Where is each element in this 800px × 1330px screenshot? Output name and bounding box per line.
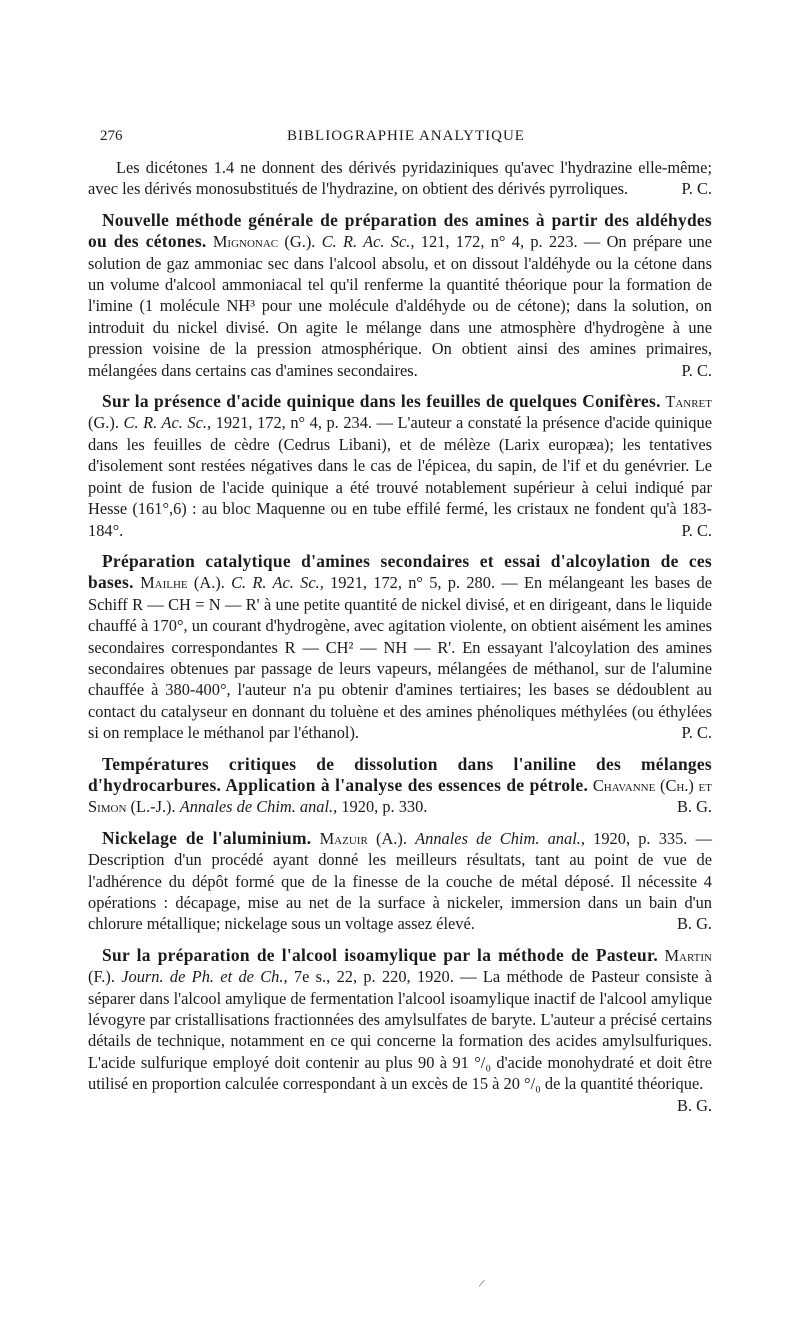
entry-title: Sur la présence d'acide quinique dans les feuilles de quelques Conifères. (102, 391, 661, 412)
abstract-entry (88, 210, 712, 381)
signature: P. C. (681, 360, 712, 380)
entry-reference: 121, 172, n° 4, p. 223. (420, 232, 578, 252)
entry-reference: 7e s., 22, p. 220, 1920. (293, 967, 454, 987)
entry-authors: Mailhe (A.). (140, 573, 225, 593)
signature: B. G. (676, 914, 712, 934)
signature: P. C. (681, 723, 712, 743)
abstract-entry (88, 391, 712, 541)
running-title: BIBLIOGRAPHIE ANALYTIQUE (287, 128, 525, 144)
page-content (88, 157, 712, 1126)
entry-reference: 1921, 172, n° 4, p. 234. (215, 413, 372, 433)
signature: B. G. (676, 1095, 712, 1115)
stray-mark: / (477, 1275, 486, 1291)
entry-reference: 1921, 172, n° 5, p. 280. (330, 573, 496, 593)
entry-title: Températures critiques de dissolution dans l'aniline des mélanges d'hydrocarbures. Application à l'analyse des essences de pétrole. (88, 753, 712, 795)
entry-title: Nouvelle méthode générale de préparation des amines à partir des aldéhydes ou des cétones. (88, 209, 712, 252)
entry-source: Annales de Chim. anal., (179, 797, 338, 817)
abstract-entry (88, 828, 712, 935)
entry-title: Sur la préparation de l'alcool isoamylique par la méthode de Pasteur. (102, 944, 659, 965)
page-header (100, 128, 712, 150)
entry-title: Préparation catalytique d'amines secondaires et essai d'alcoylation de ces bases. (88, 550, 712, 593)
entry-body: — L'auteur a constaté la présence d'acide quinique dans les feuilles de cèdre (Cedrus Libani), et de mélèze (Larix europæa); les tentatives d'isolement sont restées négatives dans le cas de l'épicea, du sapin, de l'if et du genévrier. Le point de fusion de l'acide quinique a été trouvé notablement supérieur à celui indiqué par Hesse (161°,6) : au bloc Maquenne ou en tube effilé fermé, les cristaux ne fondent qu'à 183-184°. (88, 413, 712, 540)
entry-source: C. R. Ac. Sc., (321, 232, 415, 252)
entry-title: Nickelage de l'aluminium. (102, 827, 312, 848)
entry-body: — La méthode de Pasteur consiste à séparer dans l'alcool amylique de fermentation l'alcool isoamylique inactif de l'alcool amylique lévogyre par cristallisations fractionnées des amylsulfates de baryte. L'auteur a précisé certains détails de technique, notamment en ce qui concerne la formation des acides amylsulfuriques. L'acide sulfurique employé doit contenir au plus 90 à 91 °/₀ d'acide monohydraté et doit être utilisé en proportion calculée correspondant à un excès de 15 à 20 °/₀ de la quantité théorique. (88, 967, 712, 1094)
abstract-entry (88, 945, 712, 1116)
entry-reference: 1920, p. 330. (341, 797, 428, 817)
signature: B. G. (676, 797, 712, 817)
abstract-entry (88, 551, 712, 744)
page-number: 276 (100, 128, 123, 144)
entry-authors: Mignonac (G.). (212, 232, 316, 252)
entry-body: — Description d'un procédé ayant donné les meilleurs résultats, tant au point de vue de l'adhérence du dépôt formé que de la finesse de la couche de métal déposé. Il nécessite 4 opérations : décapage, mise au net de la surface à nickeler, immersion dans un bain d'un chlorure métallique; nickelage sous un voltage assez élevé. (88, 828, 712, 934)
intro-paragraph (88, 157, 712, 200)
signature: P. C. (681, 179, 712, 199)
entry-authors: Mazuir (A.). (319, 828, 407, 848)
entry-body: — On prépare une solution de gaz ammoniac sec dans l'alcool absolu, et on dissout l'aldéhyde ou la cétone dans un volume d'alcool ammoniacal tel qu'il renferme la quantité théorique pour la formation de l'imine (1 molécule NH³ pour une molécule d'aldéhyde ou de cétone); dans la solution, on introduit du nickel divisé. On agite le mélange dans une atmosphère d'hydrogène à une pression voisine de la pression atmosphérique. On obtient ainsi des amines primaires, mélangées dans certains cas d'amines secondaires. (88, 232, 713, 380)
entry-authors: Martin (F.). (88, 945, 712, 987)
entry-source: Journ. de Ph. et de Ch., (121, 967, 288, 987)
entry-source: Annales de Chim. anal., (415, 828, 585, 848)
signature: P. C. (681, 520, 712, 540)
entry-reference: 1920, p. 335. (593, 828, 688, 848)
entry-authors: Chavanne (Ch.) et Simon (L.-J.). (88, 775, 712, 817)
entry-source: C. R. Ac. Sc., (231, 573, 324, 593)
entry-authors: Tanret (G.). (88, 392, 712, 433)
abstract-entry (88, 754, 712, 818)
intro-text: Les dicétones 1.4 ne donnent des dérivés pyridaziniques qu'avec l'hydrazine elle-même; avec les dérivés monosubstitués de l'hydrazine, on obtient des dérivés pyrroliques. (88, 158, 712, 199)
entry-source: C. R. Ac. Sc., (123, 413, 212, 433)
entry-body: — En mélangeant les bases de Schiff R — CH = N — R' à une petite quantité de nickel divisé, et en dirigeant, dans le liquide chauffé à 170°, un courant d'hydrogène, avec agitation violente, on obtient aisément les amines secondaires correspondantes R — CH² — NH — R'. En essayant l'alcoylation des amines secondaires obtenues par passage de leurs vapeurs, mélangées de méthanol, sur de l'alumine chauffée à 380-400°, l'auteur n'a pu obtenir d'amines tertiaires; les bases se dédoublent au contact du catalyseur en donnant du toluène et des amines phénoliques méthylées (ou éthylées si on remplace le méthanol par l'éthanol). (88, 573, 712, 743)
